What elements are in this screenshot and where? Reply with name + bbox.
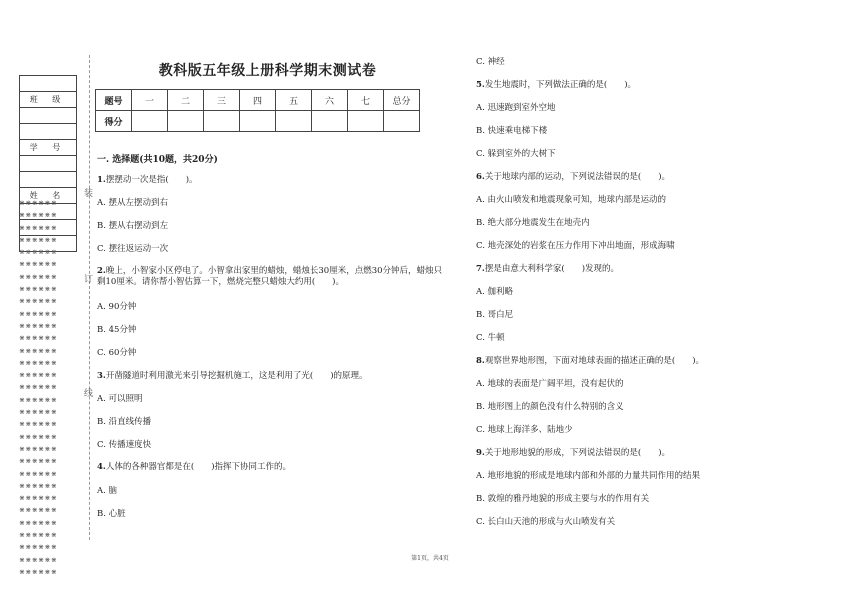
answer-option[interactable]: C. 摆往返运动一次 xyxy=(97,244,169,254)
answer-option[interactable]: A. 摆从左摆动到右 xyxy=(97,198,169,208)
answer-option[interactable]: A. 脑 xyxy=(97,486,118,496)
question xyxy=(97,462,291,473)
answer-option[interactable]: A. 由火山喷发和地震现象可知，地球内部是运动的 xyxy=(476,195,667,205)
answer-option[interactable]: B. 45分钟 xyxy=(97,325,137,335)
student-no-label: 学 号 xyxy=(20,140,77,156)
question xyxy=(476,356,704,367)
score-header-cell: 六 xyxy=(312,90,348,111)
answer-option[interactable]: C. 地壳深处的岩浆在压力作用下冲出地面，形成海啸 xyxy=(476,241,675,251)
question-text: 关于地球内部的运动，下列说法错误的是( )。 xyxy=(484,172,671,182)
answer-option[interactable]: C. 躲到室外的大树下 xyxy=(476,149,556,159)
question-text: 晚上，小智家小区停电了。小智拿出家里的蜡烛，蜡烛长30厘米，点燃30分钟后，蜡烛只剩10厘米。请你帮小智估算一下，燃烧完整只蜡烛大约用( )。 xyxy=(97,266,443,287)
answer-option[interactable]: B. 绝大部分地震发生在地壳内 xyxy=(476,218,590,228)
class-label: 班 级 xyxy=(20,92,77,108)
question xyxy=(97,266,442,288)
info-blank[interactable] xyxy=(20,172,77,188)
name-label: 姓 名 xyxy=(20,188,77,204)
score-header-cell: 四 xyxy=(240,90,276,111)
answer-option[interactable]: C. 60分钟 xyxy=(97,348,137,358)
answer-option[interactable]: B. 摆从右摆动到左 xyxy=(97,221,169,231)
section-heading: 一. 选择题(共10题，共20分) xyxy=(97,155,218,165)
answer-option[interactable]: A. 伽利略 xyxy=(476,287,514,297)
question xyxy=(97,175,198,186)
class-field[interactable] xyxy=(20,108,77,124)
question-number: 3. xyxy=(97,371,106,381)
answer-option[interactable]: B. 沿直线传播 xyxy=(97,417,152,427)
cut-char-zhuang: 装 xyxy=(84,189,94,199)
binding-pattern: ⋇⋇⋇⋇⋇⋇ ⋇⋇⋇⋇⋇⋇ ⋇⋇⋇⋇⋇⋇ ⋇⋇⋇⋇⋇⋇ ⋇⋇⋇⋇⋇⋇ ⋇⋇⋇⋇⋇⋇ ⋇⋇⋇⋇⋇⋇ ⋇⋇⋇⋇⋇⋇ ⋇⋇⋇⋇⋇⋇ ⋇⋇⋇⋇⋇⋇ ⋇⋇⋇⋇⋇⋇ ⋇⋇⋇⋇⋇⋇ ⋇⋇⋇⋇⋇⋇ ⋇⋇⋇⋇⋇⋇ ⋇⋇⋇⋇⋇⋇ ⋇⋇⋇⋇⋇⋇ ⋇⋇⋇⋇⋇⋇ ⋇⋇⋇⋇⋇⋇ ⋇⋇⋇⋇⋇⋇ ⋇⋇⋇⋇⋇⋇ ⋇⋇⋇⋇⋇⋇ ⋇⋇⋇⋇⋇⋇ ⋇⋇⋇⋇⋇⋇ ⋇⋇⋇⋇⋇⋇ ⋇⋇⋇⋇⋇⋇ ⋇⋇⋇⋇⋇⋇ ⋇⋇⋇⋇⋇⋇ ⋇⋇⋇⋇⋇⋇ ⋇⋇⋇⋇⋇⋇ ⋇⋇⋇⋇⋇⋇ ⋇⋇⋇⋇⋇⋇ xyxy=(19,199,58,576)
answer-option[interactable]: C. 地球上海洋多、陆地少 xyxy=(476,425,573,435)
question-number: 5. xyxy=(476,80,485,90)
answer-option[interactable]: C. 神经 xyxy=(476,57,505,67)
question-text: 关于地形地貌的形成，下列说法错误的是( )。 xyxy=(484,448,671,458)
student-no-field[interactable] xyxy=(20,156,77,172)
answer-option[interactable]: A. 地形地貌的形成是地球内部和外部的力量共同作用的结果 xyxy=(476,471,701,481)
answer-option[interactable]: A. 迅速跑到室外空地 xyxy=(476,103,556,113)
question-text: 开凿隧道时利用激光来引导挖掘机施工，这是利用了光( )的原理。 xyxy=(105,371,368,381)
question xyxy=(476,172,670,183)
score-cell[interactable] xyxy=(168,111,204,132)
score-header-cell: 一 xyxy=(132,90,168,111)
question-text: 人体的各种器官都是在( )指挥下协同工作的。 xyxy=(105,462,292,472)
score-header-label: 题号 xyxy=(96,90,132,111)
question xyxy=(476,264,619,275)
page-footer: 第1页，共4页 xyxy=(411,555,449,562)
info-blank[interactable] xyxy=(20,76,77,92)
score-cell[interactable] xyxy=(204,111,240,132)
question-number: 9. xyxy=(476,448,485,458)
question xyxy=(476,448,670,459)
answer-option[interactable]: A. 可以照明 xyxy=(97,394,143,404)
question-text: 发生地震时，下列做法正确的是( )。 xyxy=(484,80,637,90)
question xyxy=(476,80,636,91)
answer-option[interactable]: B. 敦煌的雅丹地貌的形成主要与水的作用有关 xyxy=(476,494,650,504)
answer-option[interactable]: B. 哥白尼 xyxy=(476,310,514,320)
score-cell[interactable] xyxy=(276,111,312,132)
answer-option[interactable]: A. 地球的表面是广阔平坦，没有起伏的 xyxy=(476,379,624,389)
cut-char-xian: 线 xyxy=(84,389,94,399)
answer-option[interactable]: A. 90分钟 xyxy=(97,302,137,312)
score-table xyxy=(95,89,420,132)
question-number: 4. xyxy=(97,462,106,472)
question-number: 7. xyxy=(476,264,485,274)
question xyxy=(97,371,368,382)
score-cell[interactable] xyxy=(132,111,168,132)
score-cell[interactable] xyxy=(240,111,276,132)
score-cell[interactable] xyxy=(312,111,348,132)
question-text: 摆摆动一次是指( )。 xyxy=(105,175,198,185)
cut-char-ding: 订 xyxy=(84,275,94,285)
answer-option[interactable]: B. 心脏 xyxy=(97,509,126,519)
answer-option[interactable]: C. 牛顿 xyxy=(476,333,505,343)
score-header-cell: 五 xyxy=(276,90,312,111)
binding-cut-line xyxy=(89,55,90,540)
page-title: 教科版五年级上册科学期末测试卷 xyxy=(158,63,377,79)
question-number: 8. xyxy=(476,356,485,366)
answer-option[interactable]: C. 传播速度快 xyxy=(97,440,152,450)
question-number: 6. xyxy=(476,172,485,182)
score-header-cell: 七 xyxy=(348,90,384,111)
question-text: 观察世界地形图，下面对地球表面的描述正确的是( )。 xyxy=(484,356,705,366)
score-row-label: 得分 xyxy=(96,111,132,132)
question-text: 摆是由意大利科学家( )发现的。 xyxy=(484,264,620,274)
question-number: 1. xyxy=(97,175,106,185)
info-blank[interactable] xyxy=(20,124,77,140)
answer-option[interactable]: C. 长白山天池的形成与火山喷发有关 xyxy=(476,517,616,527)
score-header-cell: 三 xyxy=(204,90,240,111)
score-header-cell: 总分 xyxy=(384,90,420,111)
answer-option[interactable]: B. 地形图上的颜色没有什么特别的含义 xyxy=(476,402,624,412)
score-cell[interactable] xyxy=(348,111,384,132)
answer-option[interactable]: B. 快速乘电梯下楼 xyxy=(476,126,548,136)
question-number: 2. xyxy=(97,266,106,276)
score-cell[interactable] xyxy=(384,111,420,132)
score-header-cell: 二 xyxy=(168,90,204,111)
